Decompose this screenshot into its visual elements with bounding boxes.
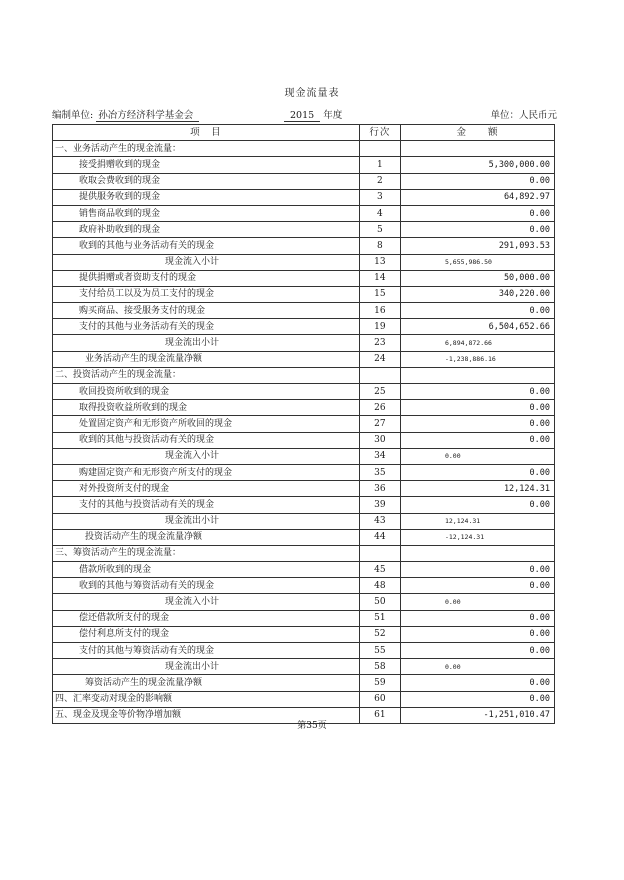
row-line-number: 45 [359,562,400,578]
row-item: 五、现金及现金等价物净增加额 [53,707,360,723]
row-amount: 0.00 [400,675,554,691]
column-header-item: 项 目 [53,125,360,141]
row-item: 二、投资活动产生的现金流量： [53,367,360,383]
row-amount: 0.00 [400,303,554,319]
row-amount: 0.00 [400,610,554,626]
column-header-amount: 金 额 [400,125,554,141]
table-row [53,384,555,400]
row-amount: 0.00 [400,448,554,464]
row-line-number: 4 [359,205,400,221]
row-line-number: 3 [359,189,400,205]
row-item: 筹资活动产生的现金流量净额 [53,675,360,691]
table-row [53,286,555,302]
row-item: 支付的其他与投资活动有关的现金 [53,497,360,513]
row-item: 现金流入小计 [53,254,360,270]
row-line-number: 44 [359,529,400,545]
row-amount: 0.00 [400,384,554,400]
row-line-number: 39 [359,497,400,513]
row-amount: 0.00 [400,205,554,221]
table-row [53,400,555,416]
row-line-number: 58 [359,659,400,675]
row-line-number: 13 [359,254,400,270]
cash-flow-table-body [53,125,555,724]
table-row [53,691,555,707]
fiscal-year-value: 2015 [284,110,320,122]
row-amount [400,367,554,383]
row-line-number: 25 [359,384,400,400]
table-row [53,497,555,513]
cash-flow-table [52,124,555,724]
row-amount: 0.00 [400,643,554,659]
row-line-number: 50 [359,594,400,610]
row-line-number: 48 [359,578,400,594]
table-row [53,189,555,205]
table-row [53,238,555,254]
row-item: 对外投资所支付的现金 [53,481,360,497]
row-item: 购买商品、接受服务支付的现金 [53,303,360,319]
row-line-number: 27 [359,416,400,432]
row-amount: 0.00 [400,464,554,480]
row-line-number: 1 [359,157,400,173]
currency-unit: 单位：人民币元 [490,110,557,121]
row-amount: 0.00 [400,416,554,432]
organization-label: 编制单位: [52,110,94,121]
table-row [53,416,555,432]
table-row [53,545,555,561]
table-row [53,448,555,464]
row-amount: 0.00 [400,497,554,513]
row-line-number: 59 [359,675,400,691]
row-amount: 0.00 [400,432,554,448]
row-amount [400,545,554,561]
table-row [53,157,555,173]
row-line-number: 14 [359,270,400,286]
row-line-number: 8 [359,238,400,254]
table-row [53,335,555,351]
row-line-number: 52 [359,626,400,642]
page-number: 第35页 [297,721,327,731]
row-item: 支付的其他与筹资活动有关的现金 [53,643,360,659]
row-line-number: 24 [359,351,400,367]
table-row [53,432,555,448]
table-row [53,205,555,221]
row-amount: -12,124.31 [400,529,554,545]
row-item: 取得投资收益所收到的现金 [53,400,360,416]
row-line-number: 23 [359,335,400,351]
table-row [53,513,555,529]
table-row [53,594,555,610]
row-line-number: 19 [359,319,400,335]
row-amount: 0.00 [400,173,554,189]
report-header [52,107,557,121]
row-item: 一、业务活动产生的现金流量： [53,141,360,157]
row-amount: 6,504,652.66 [400,319,554,335]
row-line-number: 2 [359,173,400,189]
row-line-number: 34 [359,448,400,464]
table-row [53,367,555,383]
row-amount: 12,124.31 [400,513,554,529]
row-amount: 0.00 [400,626,554,642]
row-line-number: 35 [359,464,400,480]
row-line-number: 51 [359,610,400,626]
table-row [53,562,555,578]
row-line-number [359,141,400,157]
row-line-number: 43 [359,513,400,529]
row-item: 四、汇率变动对现金的影响额 [53,691,360,707]
table-row [53,578,555,594]
row-amount: 5,300,000.00 [400,157,554,173]
row-item: 业务活动产生的现金流量净额 [53,351,360,367]
row-amount: 0.00 [400,400,554,416]
table-row [53,254,555,270]
row-item: 接受捐赠收到的现金 [53,157,360,173]
table-row [53,270,555,286]
fiscal-year-label: 年度 [323,110,343,121]
row-item: 收到的其他与筹资活动有关的现金 [53,578,360,594]
table-row [53,481,555,497]
table-row [53,303,555,319]
row-line-number: 55 [359,643,400,659]
row-amount: 340,220.00 [400,286,554,302]
row-amount [400,141,554,157]
row-item: 投资活动产生的现金流量净额 [53,529,360,545]
row-line-number: 26 [359,400,400,416]
row-item: 政府补助收到的现金 [53,222,360,238]
organization [52,107,199,121]
row-item: 支付给员工以及为员工支付的现金 [53,286,360,302]
row-item: 借款所收到的现金 [53,562,360,578]
row-item: 提供捐赠或者资助支付的现金 [53,270,360,286]
table-row [53,222,555,238]
row-amount: 291,093.53 [400,238,554,254]
row-item: 现金流入小计 [53,594,360,610]
table-row [53,529,555,545]
row-line-number: 61 [359,707,400,723]
column-header-line: 行次 [359,125,400,141]
row-item: 现金流出小计 [53,335,360,351]
row-amount: 6,894,872.66 [400,335,554,351]
row-amount: 0.00 [400,222,554,238]
row-amount: -1,251,010.47 [400,707,554,723]
table-row [53,464,555,480]
row-amount: 0.00 [400,691,554,707]
fiscal-year [284,107,342,121]
row-item: 支付的其他与业务活动有关的现金 [53,319,360,335]
row-item: 收取会费收到的现金 [53,173,360,189]
table-row [53,610,555,626]
row-item: 购建固定资产和无形资产所支付的现金 [53,464,360,480]
row-item: 提供服务收到的现金 [53,189,360,205]
row-line-number: 5 [359,222,400,238]
row-amount: 5,655,986.50 [400,254,554,270]
row-line-number [359,367,400,383]
row-amount: 12,124.31 [400,481,554,497]
row-item: 销售商品收到的现金 [53,205,360,221]
table-row [53,319,555,335]
row-amount: 50,000.00 [400,270,554,286]
organization-name: 孙冶方经济科学基金会 [96,110,199,122]
row-line-number: 60 [359,691,400,707]
page-title: 现金流量表 [284,88,340,99]
table-row [53,351,555,367]
row-line-number: 30 [359,432,400,448]
row-item: 收到的其他与业务活动有关的现金 [53,238,360,254]
table-row [53,626,555,642]
row-line-number: 16 [359,303,400,319]
row-amount: 0.00 [400,594,554,610]
row-item: 收到的其他与投资活动有关的现金 [53,432,360,448]
table-row [53,659,555,675]
table-row [53,675,555,691]
row-amount: 0.00 [400,562,554,578]
row-amount: 0.00 [400,578,554,594]
row-amount: 0.00 [400,659,554,675]
row-item: 收回投资所收到的现金 [53,384,360,400]
row-item: 三、筹资活动产生的现金流量： [53,545,360,561]
row-line-number [359,545,400,561]
table-row [53,173,555,189]
row-item: 现金流出小计 [53,659,360,675]
table-row [53,643,555,659]
row-item: 偿还借款所支付的现金 [53,610,360,626]
row-item: 处置固定资产和无形资产所收回的现金 [53,416,360,432]
row-item: 现金流入小计 [53,448,360,464]
row-line-number: 15 [359,286,400,302]
row-line-number: 36 [359,481,400,497]
table-row [53,141,555,157]
row-amount: 64,892.97 [400,189,554,205]
row-item: 现金流出小计 [53,513,360,529]
row-item: 偿付利息所支付的现金 [53,626,360,642]
row-amount: -1,238,886.16 [400,351,554,367]
table-header-row [53,125,555,141]
